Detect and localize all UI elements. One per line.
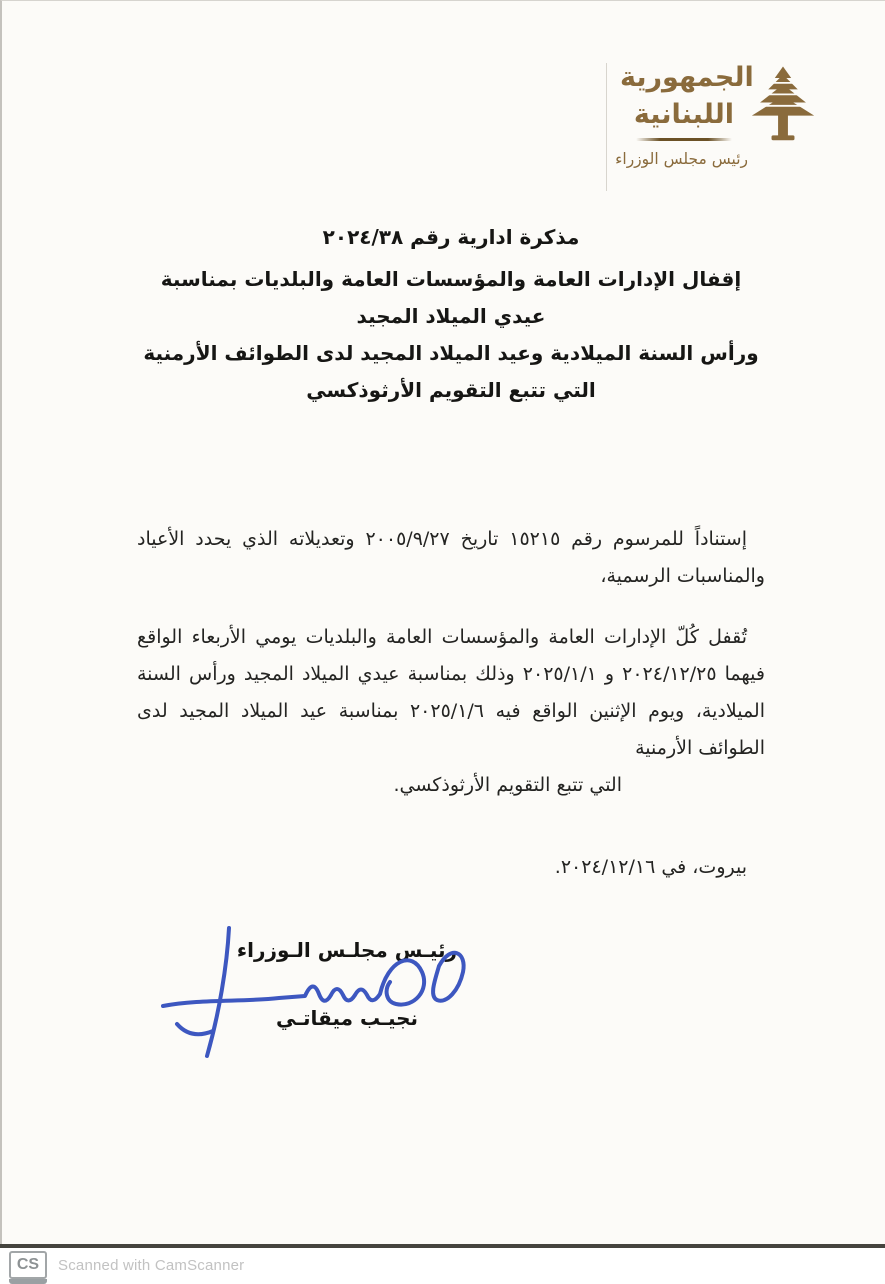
memo-subject [137, 261, 765, 409]
page-bottom-edge [0, 1244, 885, 1248]
date-line: بيروت، في ٢٠٢٤/١٢/١٦. [554, 856, 747, 878]
office-title: رئيس مجلس الوزراء [615, 150, 748, 168]
signature-block [197, 938, 497, 1030]
paragraph-closure-end: التي تتبع التقويم الأرثوذكسي. [393, 774, 622, 796]
letterhead-text-block [615, 59, 754, 168]
paragraph-basis: إستناداً للمرسوم رقم ١٥٢١٥ تاريخ ٢٠٠٥/٩/٢٧ وتعديلاته الذي يحدد الأعياد والمناسبات الرسمية، [137, 528, 765, 587]
paragraph-closure: تُقفل كُلّ الإدارات العامة والمؤسسات العامة والبلديات يومي الأربعاء الواقع فيهما ٢٠٢٤/١٢/٢٥ و ٢٠٢٥/١/١ وذلك بمناسبة عيدي الميلاد المجيد ورأس السنة الميلادية، ويوم الإثنين الواقع فيه ٢٠٢٥/١/٦ بمناسبة عيد الميلاد المجيد لدى الطوائف الأرمنية [137, 626, 765, 759]
lebanese-cedar-icon [742, 63, 824, 147]
republic-title-line2: اللبنانية [633, 99, 735, 130]
republic-title-line1: الجمهورية [620, 62, 754, 93]
camscanner-watermark [9, 1251, 244, 1279]
memo-content [137, 223, 765, 1030]
memo-number-line: مذكرة ادارية رقم ٢٠٢٤/٣٨ [322, 225, 580, 249]
subject-line-1: إقفال الإدارات العامة والمؤسسات العامة والبلديات بمناسبة عيدي الميلاد المجيد [160, 267, 742, 328]
letterhead-divider [636, 138, 732, 141]
camscanner-text: Scanned with CamScanner [58, 1256, 245, 1274]
letterhead [2, 1, 885, 201]
subject-line-2: ورأس السنة الميلادية وعيد الميلاد المجيد لدى الطوائف الأرمنية التي تتبع التقويم الأرثوذكسي [143, 341, 759, 402]
letterhead-vertical-rule [606, 63, 607, 191]
camscanner-badge-icon: CS [9, 1251, 47, 1279]
signature-title: رئيـس مجلـس الـوزراء [236, 938, 458, 962]
signatory-name: نجيـب ميقاتـي [275, 1006, 419, 1030]
